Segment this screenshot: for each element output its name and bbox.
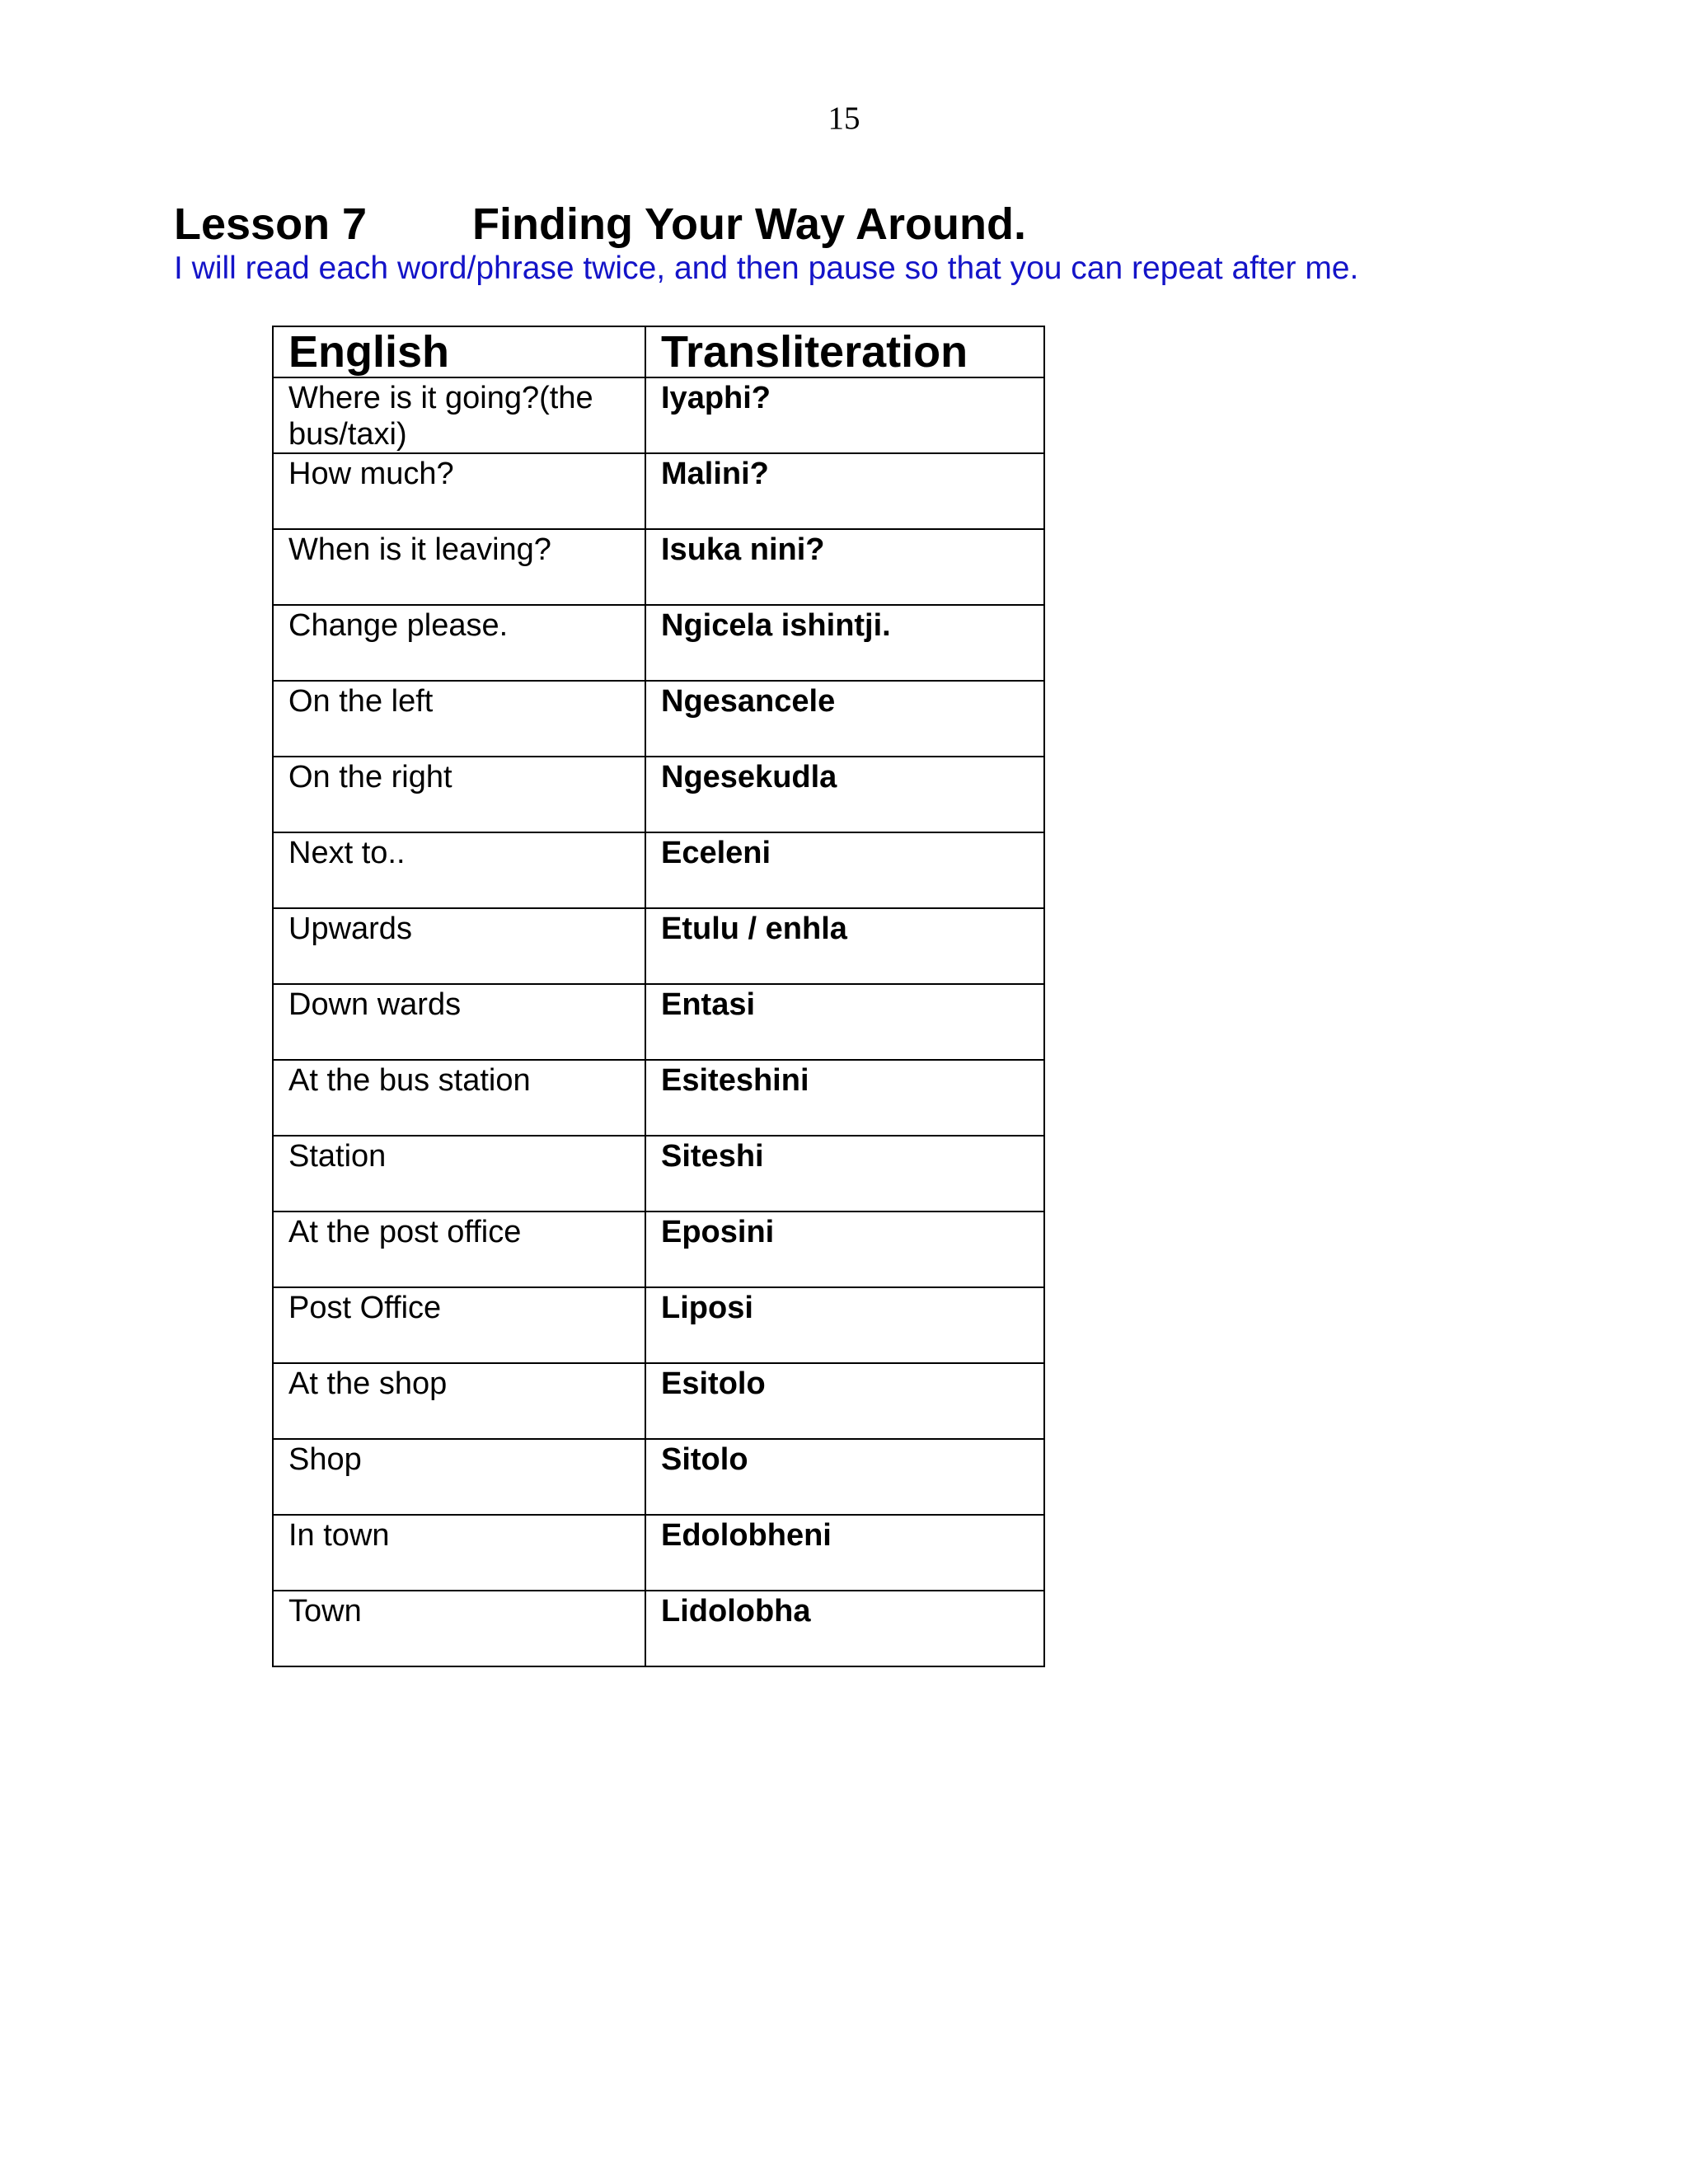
english-cell: Where is it going?(the bus/taxi) — [273, 377, 645, 453]
transliteration-cell: Sitolo — [645, 1439, 1044, 1515]
page-number: 15 — [828, 101, 860, 136]
english-cell: At the bus station — [273, 1060, 645, 1136]
english-cell: On the left — [273, 681, 645, 757]
transliteration-cell: Entasi — [645, 984, 1044, 1060]
english-cell: At the shop — [273, 1363, 645, 1439]
table-row — [273, 681, 1044, 757]
table-row — [273, 1136, 1044, 1212]
table-body — [273, 377, 1044, 1666]
english-cell: Shop — [273, 1439, 645, 1515]
table-row — [273, 1363, 1044, 1439]
table-row — [273, 605, 1044, 681]
transliteration-cell: Esiteshini — [645, 1060, 1044, 1136]
table-header-row — [273, 326, 1044, 377]
transliteration-cell: Isuka nini? — [645, 529, 1044, 605]
transliteration-cell: Eposini — [645, 1212, 1044, 1287]
english-cell: Change please. — [273, 605, 645, 681]
english-cell: Upwards — [273, 908, 645, 984]
table-row — [273, 529, 1044, 605]
vocabulary-table — [272, 326, 1045, 1667]
table-row — [273, 1515, 1044, 1591]
english-cell: Next to.. — [273, 832, 645, 908]
english-cell: Station — [273, 1136, 645, 1212]
column-header-transliteration: Transliteration — [645, 326, 1044, 377]
table-row — [273, 377, 1044, 453]
lesson-heading — [174, 198, 1026, 251]
english-cell: Down wards — [273, 984, 645, 1060]
transliteration-cell: Iyaphi? — [645, 377, 1044, 453]
transliteration-cell: Eceleni — [645, 832, 1044, 908]
table-row — [273, 1591, 1044, 1666]
transliteration-cell: Liposi — [645, 1287, 1044, 1363]
transliteration-cell: Ngicela ishintji. — [645, 605, 1044, 681]
transliteration-cell: Ngesekudla — [645, 757, 1044, 832]
table-row — [273, 1060, 1044, 1136]
table-row — [273, 757, 1044, 832]
transliteration-cell: Siteshi — [645, 1136, 1044, 1212]
table-row — [273, 832, 1044, 908]
english-cell: Post Office — [273, 1287, 645, 1363]
table-row — [273, 1212, 1044, 1287]
transliteration-cell: Lidolobha — [645, 1591, 1044, 1666]
transliteration-cell: Malini? — [645, 453, 1044, 529]
table-row — [273, 1439, 1044, 1515]
english-cell: How much? — [273, 453, 645, 529]
table-row — [273, 453, 1044, 529]
column-header-english: English — [273, 326, 645, 377]
english-cell: Town — [273, 1591, 645, 1666]
english-cell: In town — [273, 1515, 645, 1591]
lesson-title: Finding Your Way Around. — [472, 199, 1026, 249]
english-cell: At the post office — [273, 1212, 645, 1287]
instructions-text: I will read each word/phrase twice, and then pause so that you can repeat after me. — [174, 251, 1359, 286]
transliteration-cell: Esitolo — [645, 1363, 1044, 1439]
english-cell: When is it leaving? — [273, 529, 645, 605]
table-row — [273, 1287, 1044, 1363]
english-cell: On the right — [273, 757, 645, 832]
lesson-label: Lesson 7 — [174, 199, 368, 249]
transliteration-cell: Ngesancele — [645, 681, 1044, 757]
transliteration-cell: Etulu / enhla — [645, 908, 1044, 984]
transliteration-cell: Edolobheni — [645, 1515, 1044, 1591]
table-row — [273, 984, 1044, 1060]
table-row — [273, 908, 1044, 984]
